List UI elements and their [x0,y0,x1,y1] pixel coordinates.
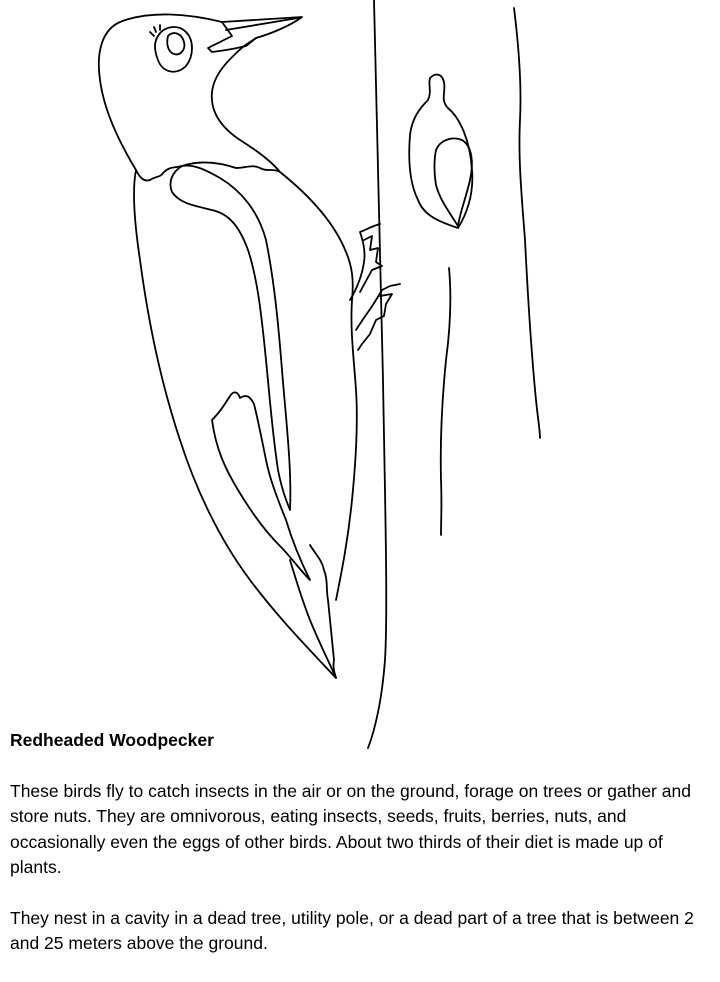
bird-head-outline [99,14,280,180]
bird-beak [208,17,302,52]
page-title: Redheaded Woodpecker [10,730,214,750]
bird-back-outline [134,170,336,678]
paragraph-nesting: They nest in a cavity in a dead tree, utility pole, or a dead part of a tree that is between 2 and 25 meters above the ground. [10,907,694,953]
bird-wing-patch-upper [170,166,290,510]
tree-trunk-right-edge-upper [514,8,540,438]
bird-wing-patch-lower [212,392,310,580]
bird-foot-upper [350,224,382,300]
bird-foot-lower [356,284,400,350]
tree-trunk-inner-line [441,268,451,535]
paragraph-diet: These birds fly to catch insects in the air or on the ground, forage on trees or gather and store nuts. They are omnivorous, eating insects, seeds, fruits, berries, nuts, and occasionally even the eggs of other birds. About two thirds of their diet is made up of plants. [10,780,691,877]
description-text-block [10,728,716,982]
tree-trunk-left-edge [368,0,386,748]
bird-eye-inner [167,33,184,54]
